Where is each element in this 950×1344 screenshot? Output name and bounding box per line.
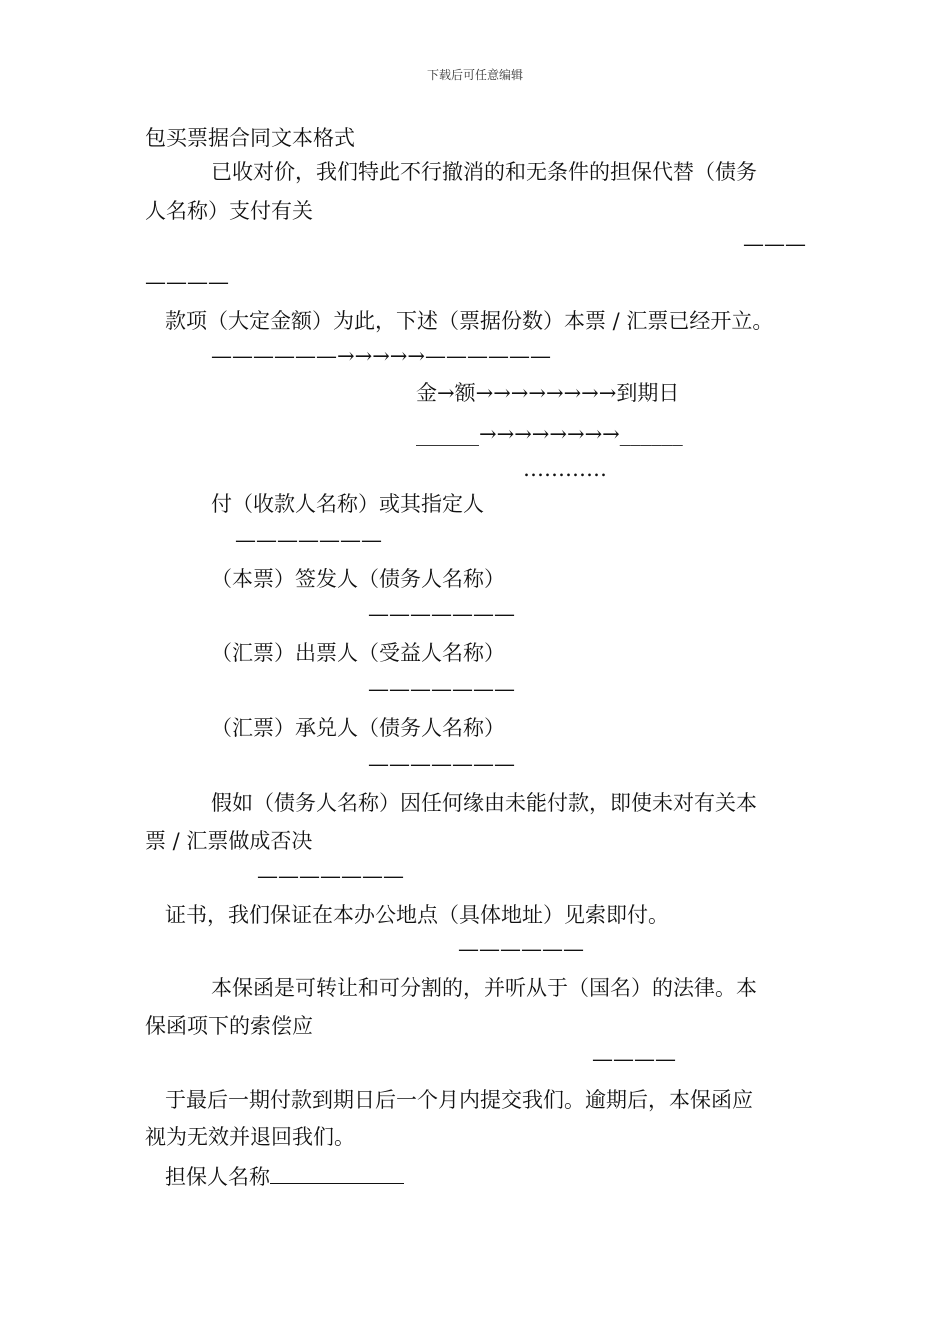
paragraph-3-line-1: 本保函是可转让和可分割的，并听从于（国名）的法律。本 [211,976,757,1000]
payee-label: 付（收款人名称）或其指定人 [211,492,484,516]
claim-dash: ———— [592,1047,676,1071]
guarantor-label: 担保人名称 [165,1165,270,1189]
table-header-amount-due-date: 金→额→→→→→→→→到期日 [416,381,680,405]
page-header: 下载后可任意编辑 [426,68,523,82]
drawer-label: （汇票）出票人（受益人名称） [211,641,505,665]
address-dash: —————— [458,937,584,961]
paragraph-2-line-3: 证书，我们保证在本办公地点（具体地址）见索即付。 [165,903,669,927]
table-ellipsis: ………… [523,457,607,481]
maker-dash: ——————— [368,602,515,626]
paragraph-3-line-2: 保函项下的索偿应 [145,1014,313,1038]
acceptor-dash: ——————— [368,752,515,776]
guarantor-blank [270,1161,404,1184]
document-title: 包买票据合同文本格式 [145,126,355,150]
paragraph-2-line-1: 假如（债务人名称）因任何缘由未能付款，即使未对有关本 [211,791,757,815]
guarantor-signature-line [165,1161,404,1191]
paragraph-1-line-3: 款项（大定金额）为此，下述（票据份数）本票 / 汇票已经开立。 [165,309,774,333]
paragraph-3-line-3: 于最后一期付款到期日后一个月内提交我们。逾期后，本保函应 [165,1088,753,1112]
paragraph-1-line-1: 已收对价，我们特此不行撤消的和无条件的担保代替（债务 [211,160,757,184]
paragraph-3-line-4: 视为无效并退回我们。 [145,1125,355,1149]
paragraph-1-line-2: 人名称）支付有关 [145,199,313,223]
acceptor-label: （汇票）承兑人（债务人名称） [211,716,505,740]
note-count-dash-row: ——————→→→→→—————— [211,344,551,368]
paragraph-2-line-2: 票 / 汇票做成否决 [145,829,313,853]
amount-dash-right: ——— [743,232,806,256]
protest-dash: ——————— [257,864,404,888]
amount-dash-left: ———— [145,270,229,294]
table-row-blank: ______→→→→→→→→______ [416,422,683,446]
drawer-dash: ——————— [368,677,515,701]
maker-label: （本票）签发人（债务人名称） [211,567,505,591]
payee-dash: ——————— [235,528,382,552]
